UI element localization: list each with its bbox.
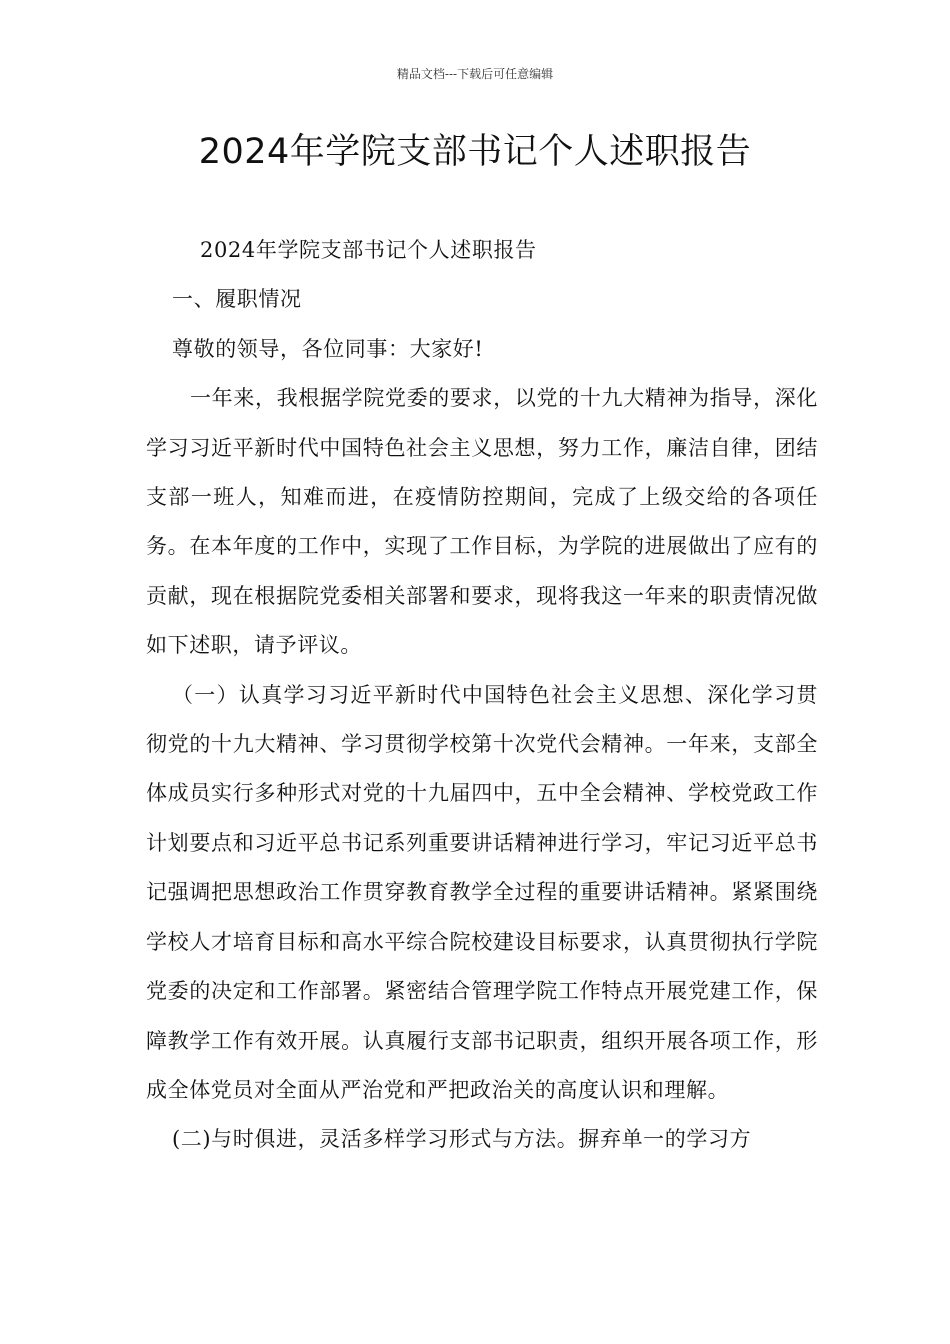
- document-body: [146, 226, 818, 1165]
- document-subtitle: 2024年学院支部书记个人述职报告: [200, 238, 537, 262]
- document-title: 2024年学院支部书记个人述职报告: [198, 132, 752, 172]
- greeting: 尊敬的领导，各位同事：大家好!: [172, 336, 484, 361]
- paragraph: 一年来，我根据学院党委的要求，以党的十九大精神为指导，深化学习习近平新时代中国特色社会主义思想，努力工作，廉洁自律，团结支部一班人，知难而进，在疫情防控期间，完成了上级交给的各项任务。在本年度的工作中，实现了工作目标，为学院的进展做出了应有的贡献，现在根据院党委相关部署和要求，现将我这一年来的职责情况做如下述职，请予评议。: [146, 386, 818, 658]
- section-heading: 一、履职情况: [172, 287, 302, 312]
- header-note: 精品文档---下载后可任意编辑: [396, 67, 554, 81]
- paragraph: （一）认真学习习近平新时代中国特色社会主义思想、深化学习贯彻党的十九大精神、学习贯彻学校第十次党代会精神。一年来，支部全体成员实行多种形式对党的十九届四中，五中全会精神、学校党政工作计划要点和习近平总书记系列重要讲话精神进行学习，牢记习近平总书记强调把思想政治工作贯穿教育教学全过程的重要讲话精神。紧紧围绕学校人才培育目标和高水平综合院校建设目标要求，认真贯彻执行学院党委的决定和工作部署。紧密结合管理学院工作特点开展党建工作，保障教学工作有效开展。认真履行支部书记职责，组织开展各项工作，形成全体党员对全面从严治党和严把政治关的高度认识和理解。: [146, 682, 818, 1102]
- paragraph: (二)与时俱进，灵活多样学习形式与方法。摒弃单一的学习方: [172, 1127, 752, 1152]
